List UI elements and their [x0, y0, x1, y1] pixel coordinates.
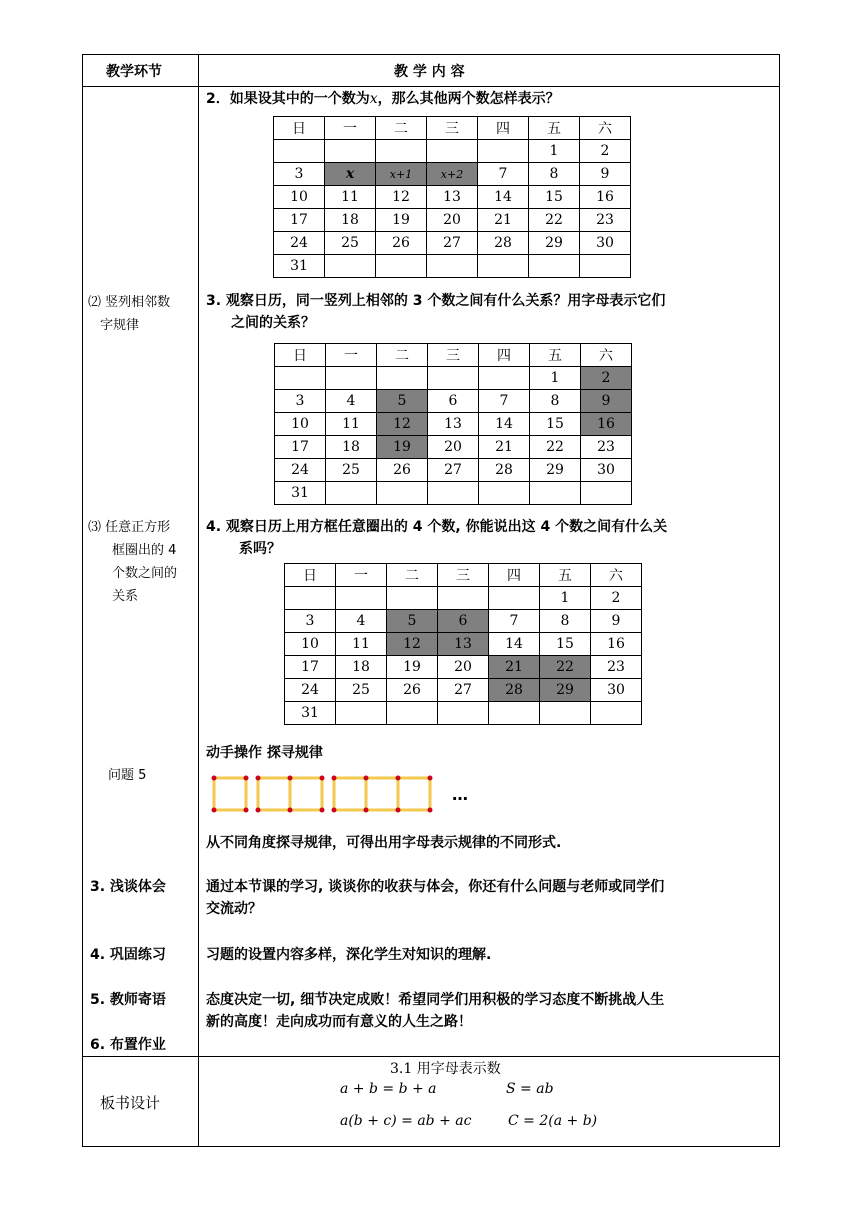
- calendar-day-cell: 26: [376, 232, 427, 255]
- calendar-day-cell: 14: [479, 413, 530, 436]
- calendar-day-cell: 2: [591, 587, 642, 610]
- calendar-header-row: [275, 344, 632, 367]
- calendar-day-cell: 27: [438, 679, 489, 702]
- matchstick-group-1: [214, 778, 246, 810]
- calendar-day-cell: 20: [438, 656, 489, 679]
- calendar-day-cell: [274, 140, 325, 163]
- calendar-day-cell: [529, 255, 580, 278]
- question-3-line1: 3. 观察日历，同一竖列上相邻的 3 个数之间有什么关系？用字母表示它们: [206, 293, 666, 309]
- board-title: 3.1 用字母表示数: [390, 1061, 501, 1077]
- calendar-week-row: [275, 367, 632, 390]
- teacher-message-line2: 新的高度！走向成功而有意义的人生之路！: [206, 1014, 472, 1030]
- calendar-day-cell: [275, 367, 326, 390]
- pattern-conclusion: 从不同角度探寻规律，可得出用字母表示规律的不同形式.: [206, 835, 562, 851]
- calendar-table-2: [274, 343, 632, 505]
- calendar-day-cell: 12: [377, 413, 428, 436]
- matchstick-squares-figure: [206, 770, 446, 818]
- calendar-day-cell: [428, 367, 479, 390]
- activity-title: 动手操作 探寻规律: [206, 745, 323, 761]
- calendar-day-cell: [438, 587, 489, 610]
- calendar-day-cell: [387, 587, 438, 610]
- calendar-day-cell: 23: [581, 436, 632, 459]
- calendar-day-cell: [325, 255, 376, 278]
- calendar-day-cell: 22: [529, 209, 580, 232]
- table-bottom-border: [82, 1146, 780, 1147]
- calendar-day-cell: [377, 367, 428, 390]
- calendar-day-cell: 23: [591, 656, 642, 679]
- calendar-week-row: [275, 459, 632, 482]
- calendar-day-cell: 3: [285, 610, 336, 633]
- calendar-day-cell: [427, 255, 478, 278]
- calendar-day-cell: [478, 140, 529, 163]
- calendar-week-row: [285, 656, 642, 679]
- calendar-day-cell: [336, 587, 387, 610]
- calendar-day-cell: 8: [540, 610, 591, 633]
- weekday-header: 日: [274, 117, 325, 140]
- weekday-header: 四: [489, 564, 540, 587]
- table-right-border: [779, 54, 780, 1147]
- calendar-day-cell: 10: [285, 633, 336, 656]
- calendar-week-row: [274, 186, 631, 209]
- calendar-day-cell: 2: [580, 140, 631, 163]
- problem-5-label: 问题 5: [108, 768, 147, 783]
- board-label: 板书设计: [100, 1094, 161, 1112]
- formula-perimeter: C = 2(a + b): [508, 1113, 598, 1129]
- calendar-day-cell: x+2: [427, 163, 478, 186]
- practice-text: 习题的设置内容多样，深化学生对知识的理解.: [206, 947, 492, 963]
- calendar-day-cell: 1: [540, 587, 591, 610]
- calendar-day-cell: 16: [580, 186, 631, 209]
- stage-label-vertical-pattern: [88, 291, 170, 337]
- calendar-day-cell: 15: [530, 413, 581, 436]
- weekday-header: 三: [427, 117, 478, 140]
- calendar-day-cell: 20: [428, 436, 479, 459]
- calendar-day-cell: 9: [581, 390, 632, 413]
- weekday-header: 日: [275, 344, 326, 367]
- calendar-day-cell: [540, 702, 591, 725]
- calendar-day-cell: 18: [336, 656, 387, 679]
- reflection-line1: 通过本节课的学习, 谈谈你的收获与体会，你还有什么问题与老师或同学们: [206, 879, 665, 895]
- calendar-day-cell: 29: [530, 459, 581, 482]
- calendar-day-cell: x: [325, 163, 376, 186]
- calendar-day-cell: 14: [478, 186, 529, 209]
- calendar-day-cell: 21: [479, 436, 530, 459]
- header-bottom-border: [82, 86, 780, 87]
- calendar-week-row: [285, 587, 642, 610]
- calendar-day-cell: 11: [326, 413, 377, 436]
- calendar-day-cell: 9: [591, 610, 642, 633]
- calendar-day-cell: [387, 702, 438, 725]
- calendar-week-row: [275, 482, 632, 505]
- calendar-day-cell: 24: [285, 679, 336, 702]
- calendar-day-cell: 7: [489, 610, 540, 633]
- calendar-day-cell: 1: [530, 367, 581, 390]
- calendar-day-cell: 2: [581, 367, 632, 390]
- calendar-week-row: [274, 232, 631, 255]
- column-divider: [198, 54, 199, 1147]
- stage-label-square-pattern: [88, 516, 177, 608]
- calendar-day-cell: [581, 482, 632, 505]
- calendar-day-cell: 28: [479, 459, 530, 482]
- calendar-day-cell: [377, 482, 428, 505]
- calendar-day-cell: 21: [478, 209, 529, 232]
- calendar-day-cell: 28: [478, 232, 529, 255]
- weekday-header: 六: [581, 344, 632, 367]
- calendar-week-row: [275, 436, 632, 459]
- calendar-week-row: [274, 209, 631, 232]
- calendar-week-row: [274, 163, 631, 186]
- weekday-header: 一: [326, 344, 377, 367]
- question-3: [206, 290, 776, 334]
- calendar-day-cell: 28: [489, 679, 540, 702]
- weekday-header: 二: [376, 117, 427, 140]
- formula-distributive: a(b + c) = ab + ac: [340, 1113, 472, 1129]
- weekday-header: 一: [336, 564, 387, 587]
- table-left-border: [82, 54, 83, 1147]
- calendar-day-cell: 17: [274, 209, 325, 232]
- calendar-day-cell: 24: [274, 232, 325, 255]
- stage-label-line: 框圈出的 4: [112, 543, 177, 558]
- calendar-header-row: [274, 117, 631, 140]
- ellipsis: …: [452, 785, 468, 804]
- weekday-header: 一: [325, 117, 376, 140]
- calendar-day-cell: [580, 255, 631, 278]
- calendar-week-row: [285, 679, 642, 702]
- weekday-header: 六: [580, 117, 631, 140]
- calendar-day-cell: 10: [275, 413, 326, 436]
- weekday-header: 二: [377, 344, 428, 367]
- calendar-day-cell: 24: [275, 459, 326, 482]
- calendar-week-row: [285, 633, 642, 656]
- calendar-day-cell: [326, 482, 377, 505]
- calendar-day-cell: 25: [336, 679, 387, 702]
- calendar-day-cell: 22: [540, 656, 591, 679]
- calendar-table-3: [284, 563, 642, 725]
- weekday-header: 五: [540, 564, 591, 587]
- reflection-text: [206, 876, 776, 920]
- calendar-day-cell: [285, 587, 336, 610]
- calendar-day-cell: [427, 140, 478, 163]
- stage-label-practice: 4. 巩固练习: [90, 947, 166, 963]
- weekday-header: 四: [479, 344, 530, 367]
- calendar-week-row: [285, 702, 642, 725]
- calendar-week-row: [274, 140, 631, 163]
- calendar-day-cell: 4: [336, 610, 387, 633]
- calendar-day-cell: 29: [540, 679, 591, 702]
- weekday-header: 五: [529, 117, 580, 140]
- calendar-day-cell: [438, 702, 489, 725]
- weekday-header: 四: [478, 117, 529, 140]
- calendar-day-cell: 31: [285, 702, 336, 725]
- calendar-day-cell: 31: [275, 482, 326, 505]
- calendar-day-cell: 5: [377, 390, 428, 413]
- board-top-border: [82, 1056, 780, 1057]
- calendar-day-cell: 3: [274, 163, 325, 186]
- question-2-var: x: [369, 91, 378, 107]
- question-3-line2: 之间的关系？: [231, 315, 315, 331]
- calendar-day-cell: [479, 367, 530, 390]
- calendar-day-cell: 12: [376, 186, 427, 209]
- teacher-message-line1: 态度决定一切, 细节决定成败！希望同学们用积极的学习态度不断挑战人生: [206, 992, 665, 1008]
- calendar-day-cell: 11: [336, 633, 387, 656]
- calendar-day-cell: 13: [438, 633, 489, 656]
- weekday-header: 六: [591, 564, 642, 587]
- calendar-day-cell: 25: [326, 459, 377, 482]
- calendar-day-cell: 21: [489, 656, 540, 679]
- stage-label-reflection: 3. 浅谈体会: [90, 879, 166, 895]
- calendar-day-cell: [478, 255, 529, 278]
- calendar-day-cell: 23: [580, 209, 631, 232]
- table-top-border: [82, 54, 780, 55]
- calendar-day-cell: 22: [530, 436, 581, 459]
- stage-label-line: 字规律: [100, 318, 140, 333]
- calendar-day-cell: [530, 482, 581, 505]
- calendar-day-cell: 11: [325, 186, 376, 209]
- calendar-day-cell: 8: [530, 390, 581, 413]
- calendar-day-cell: 26: [387, 679, 438, 702]
- stage-label-line: ⑶ 任意正方形: [88, 520, 171, 535]
- calendar-week-row: [285, 610, 642, 633]
- calendar-day-cell: 30: [591, 679, 642, 702]
- calendar-day-cell: 7: [478, 163, 529, 186]
- calendar-day-cell: 30: [581, 459, 632, 482]
- calendar-table-1: [273, 116, 631, 278]
- calendar-day-cell: 27: [428, 459, 479, 482]
- calendar-day-cell: x+1: [376, 163, 427, 186]
- stage-label-teacher-message: 5. 教师寄语: [90, 992, 166, 1008]
- question-4: [206, 516, 776, 560]
- calendar-day-cell: 17: [275, 436, 326, 459]
- calendar-week-row: [274, 255, 631, 278]
- calendar-day-cell: 15: [540, 633, 591, 656]
- weekday-header: 日: [285, 564, 336, 587]
- calendar-header-row: [285, 564, 642, 587]
- calendar-week-row: [275, 413, 632, 436]
- calendar-day-cell: 31: [274, 255, 325, 278]
- calendar-day-cell: 6: [428, 390, 479, 413]
- formula-commutative: a + b = b + a: [340, 1081, 437, 1097]
- calendar-day-cell: [326, 367, 377, 390]
- calendar-day-cell: [489, 587, 540, 610]
- calendar-day-cell: [376, 255, 427, 278]
- header-content: 教 学 内 容: [394, 64, 465, 80]
- calendar-day-cell: 30: [580, 232, 631, 255]
- calendar-day-cell: 10: [274, 186, 325, 209]
- calendar-day-cell: 13: [427, 186, 478, 209]
- calendar-day-cell: 14: [489, 633, 540, 656]
- header-stage: 教学环节: [106, 64, 162, 80]
- calendar-day-cell: [591, 702, 642, 725]
- formula-area: S = ab: [506, 1081, 554, 1097]
- matchstick-group-2: [258, 778, 322, 810]
- calendar-day-cell: 19: [376, 209, 427, 232]
- question-2-text: 2．如果设其中的一个数为: [206, 91, 370, 107]
- calendar-day-cell: 26: [377, 459, 428, 482]
- calendar-day-cell: [376, 140, 427, 163]
- calendar-day-cell: 16: [591, 633, 642, 656]
- calendar-day-cell: 20: [427, 209, 478, 232]
- stage-label-homework: 6. 布置作业: [90, 1037, 166, 1053]
- question-2: [206, 88, 560, 110]
- reflection-line2: 交流动？: [206, 901, 262, 917]
- calendar-day-cell: 19: [377, 436, 428, 459]
- stage-label-line: ⑵ 竖列相邻数: [88, 295, 171, 310]
- calendar-day-cell: 4: [326, 390, 377, 413]
- calendar-day-cell: [336, 702, 387, 725]
- calendar-day-cell: [489, 702, 540, 725]
- calendar-day-cell: 9: [580, 163, 631, 186]
- calendar-day-cell: 19: [387, 656, 438, 679]
- stage-label-line: 个数之间的: [112, 566, 178, 581]
- weekday-header: 三: [428, 344, 479, 367]
- calendar-day-cell: [428, 482, 479, 505]
- calendar-day-cell: 3: [275, 390, 326, 413]
- calendar-day-cell: 15: [529, 186, 580, 209]
- weekday-header: 五: [530, 344, 581, 367]
- matchstick-group-3: [334, 778, 430, 810]
- calendar-week-row: [275, 390, 632, 413]
- calendar-day-cell: 17: [285, 656, 336, 679]
- calendar-day-cell: 1: [529, 140, 580, 163]
- question-4-line1: 4. 观察日历上用方框任意圈出的 4 个数, 你能说出这 4 个数之间有什么关: [206, 519, 668, 535]
- calendar-day-cell: 25: [325, 232, 376, 255]
- calendar-day-cell: 18: [325, 209, 376, 232]
- calendar-day-cell: 6: [438, 610, 489, 633]
- stage-label-line: 关系: [112, 589, 139, 604]
- weekday-header: 二: [387, 564, 438, 587]
- calendar-day-cell: 5: [387, 610, 438, 633]
- calendar-day-cell: [479, 482, 530, 505]
- calendar-day-cell: 18: [326, 436, 377, 459]
- calendar-day-cell: 7: [479, 390, 530, 413]
- teacher-message-text: [206, 989, 776, 1033]
- calendar-day-cell: 8: [529, 163, 580, 186]
- question-4-line2: 系吗？: [239, 541, 281, 557]
- weekday-header: 三: [438, 564, 489, 587]
- calendar-day-cell: [325, 140, 376, 163]
- calendar-day-cell: 16: [581, 413, 632, 436]
- calendar-day-cell: 29: [529, 232, 580, 255]
- calendar-day-cell: 13: [428, 413, 479, 436]
- calendar-day-cell: 12: [387, 633, 438, 656]
- question-2-end: ，那么其他两个数怎样表示？: [377, 91, 560, 107]
- calendar-day-cell: 27: [427, 232, 478, 255]
